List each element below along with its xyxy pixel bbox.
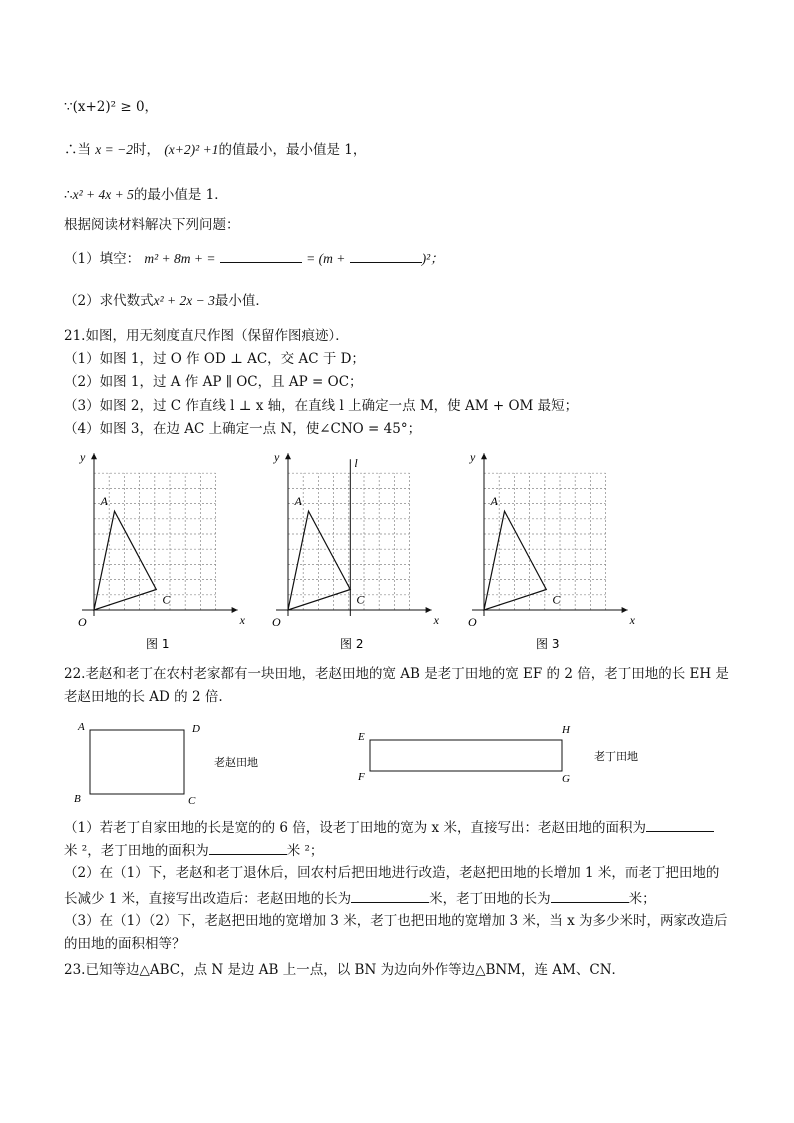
label-B: B bbox=[74, 793, 81, 805]
x-axis-arrow bbox=[622, 607, 628, 613]
ding-field-label: 老丁田地 bbox=[594, 750, 638, 763]
ding-field-rect bbox=[370, 740, 562, 771]
line-5: （1）填空： m² + 8m + = = (m + )²； bbox=[64, 248, 444, 268]
question-22-part-3b: 的田地的面积相等？ bbox=[64, 936, 186, 952]
zhao-field-rect bbox=[90, 730, 184, 794]
x-axis-label: x bbox=[629, 613, 635, 627]
line-2: ∴当 x = −2时， (x+2)² +1的值最小，最小值是 1， bbox=[64, 142, 367, 158]
answer-blank[interactable] bbox=[220, 248, 302, 263]
triangle-oac bbox=[288, 511, 350, 610]
x-axis-label: x bbox=[433, 613, 439, 627]
line-4: 根据阅读材料解决下列问题： bbox=[64, 217, 240, 233]
question-23: 23.已知等边△ABC，点 N 是边 AB 上一点，以 BN 为边向外作等边△BNM，连 AM、CN． bbox=[64, 962, 626, 978]
point-a-label: A bbox=[490, 494, 498, 509]
answer-blank[interactable] bbox=[350, 248, 422, 263]
question-22-part-2a: （2）在（1）下，老赵和老丁退休后，回农村后把田地进行改造，老赵把田地的长增加 1 米，而老丁把田地的 bbox=[64, 865, 720, 881]
label-H: H bbox=[562, 724, 570, 736]
figure-caption: 图 2 bbox=[340, 637, 364, 651]
origin-label: O bbox=[468, 615, 477, 629]
question-22-line-2: 老赵田地的长 AD 的 2 倍. bbox=[64, 689, 223, 705]
question-22-part-1a: （1）若老丁自家田地的长是宽的的 6 倍，设老丁田地的宽为 x 米，直接写出：老赵田地的面积为 bbox=[64, 817, 714, 837]
point-c-label: C bbox=[552, 592, 561, 607]
answer-blank[interactable] bbox=[351, 888, 429, 903]
label-E: E bbox=[358, 731, 365, 743]
label-C: C bbox=[188, 795, 196, 807]
triangle-oac bbox=[484, 511, 546, 610]
y-axis-label: y bbox=[80, 450, 86, 465]
label-G: G bbox=[562, 773, 570, 785]
y-axis-arrow bbox=[285, 453, 291, 459]
figure-caption: 图 1 bbox=[146, 637, 170, 651]
line-3: ∴x² + 4x + 5的最小值是 1． bbox=[64, 187, 228, 203]
label-A: A bbox=[78, 721, 85, 733]
origin-label: O bbox=[78, 615, 87, 629]
x-axis-label: x bbox=[239, 613, 245, 627]
x-axis-arrow bbox=[232, 607, 238, 613]
question-22-part-1b: 米 ²，老丁田地的面积为 米 ²； bbox=[64, 840, 323, 860]
point-a-label: A bbox=[100, 494, 108, 509]
grid-figure-3 bbox=[454, 448, 634, 658]
grid-figure-2 bbox=[258, 448, 438, 658]
answer-blank[interactable] bbox=[646, 817, 714, 832]
question-22-line-1: 22.老赵和老丁在农村老家都有一块田地，老赵田地的宽 AB 是老丁田地的宽 EF 的 2 倍，老丁田地的长 EH 是 bbox=[64, 666, 729, 682]
question-21: 21.如图，用无刻度直尺作图（保留作图痕迹）． bbox=[64, 328, 349, 344]
question-21-part-4: （4）如图 3，在边 AC 上确定一点 N，使∠CNO = 45°； bbox=[64, 421, 422, 437]
y-axis-label: y bbox=[274, 450, 280, 465]
y-axis-label: y bbox=[470, 450, 476, 465]
question-22-part-2b: 长减少 1 米，直接写出改造后：老赵田地的长为 米，老丁田地的长为 米； bbox=[64, 888, 656, 908]
x-axis-arrow bbox=[426, 607, 432, 613]
answer-blank[interactable] bbox=[209, 840, 287, 855]
question-21-part-2: （2）如图 1，过 A 作 AP ∥ OC，且 AP = OC； bbox=[64, 374, 363, 390]
grid-figure-1 bbox=[64, 448, 244, 658]
label-F: F bbox=[358, 771, 365, 783]
answer-blank[interactable] bbox=[551, 888, 629, 903]
figure-caption: 图 3 bbox=[536, 637, 560, 651]
rect-figures bbox=[64, 718, 764, 818]
y-axis-arrow bbox=[481, 453, 487, 459]
point-c-label: C bbox=[162, 592, 171, 607]
question-21-part-3: （3）如图 2，过 C 作直线 l ⊥ x 轴，在直线 l 上确定一点 M，使 AM + OM 最短； bbox=[64, 398, 579, 414]
point-c-label: C bbox=[356, 592, 365, 607]
label-D: D bbox=[192, 723, 200, 735]
line-6: （2）求代数式x² + 2x − 3最小值． bbox=[64, 293, 269, 309]
y-axis-arrow bbox=[91, 453, 97, 459]
point-a-label: A bbox=[294, 494, 302, 509]
triangle-oac bbox=[94, 511, 156, 610]
zhao-field-label: 老赵田地 bbox=[214, 756, 258, 769]
question-21-part-1: （1）如图 1，过 O 作 OD ⊥ AC，交 AC 于 D； bbox=[64, 351, 365, 367]
line-l-label: l bbox=[354, 456, 358, 471]
question-22-part-3a: （3）在（1）（2）下，老赵把田地的宽增加 3 米，老丁也把田地的宽增加 3 米，当 x 为多少米时，两家改造后 bbox=[64, 913, 728, 929]
origin-label: O bbox=[272, 615, 281, 629]
line-1: ∵(x+2)² ≥ 0， bbox=[64, 99, 159, 115]
